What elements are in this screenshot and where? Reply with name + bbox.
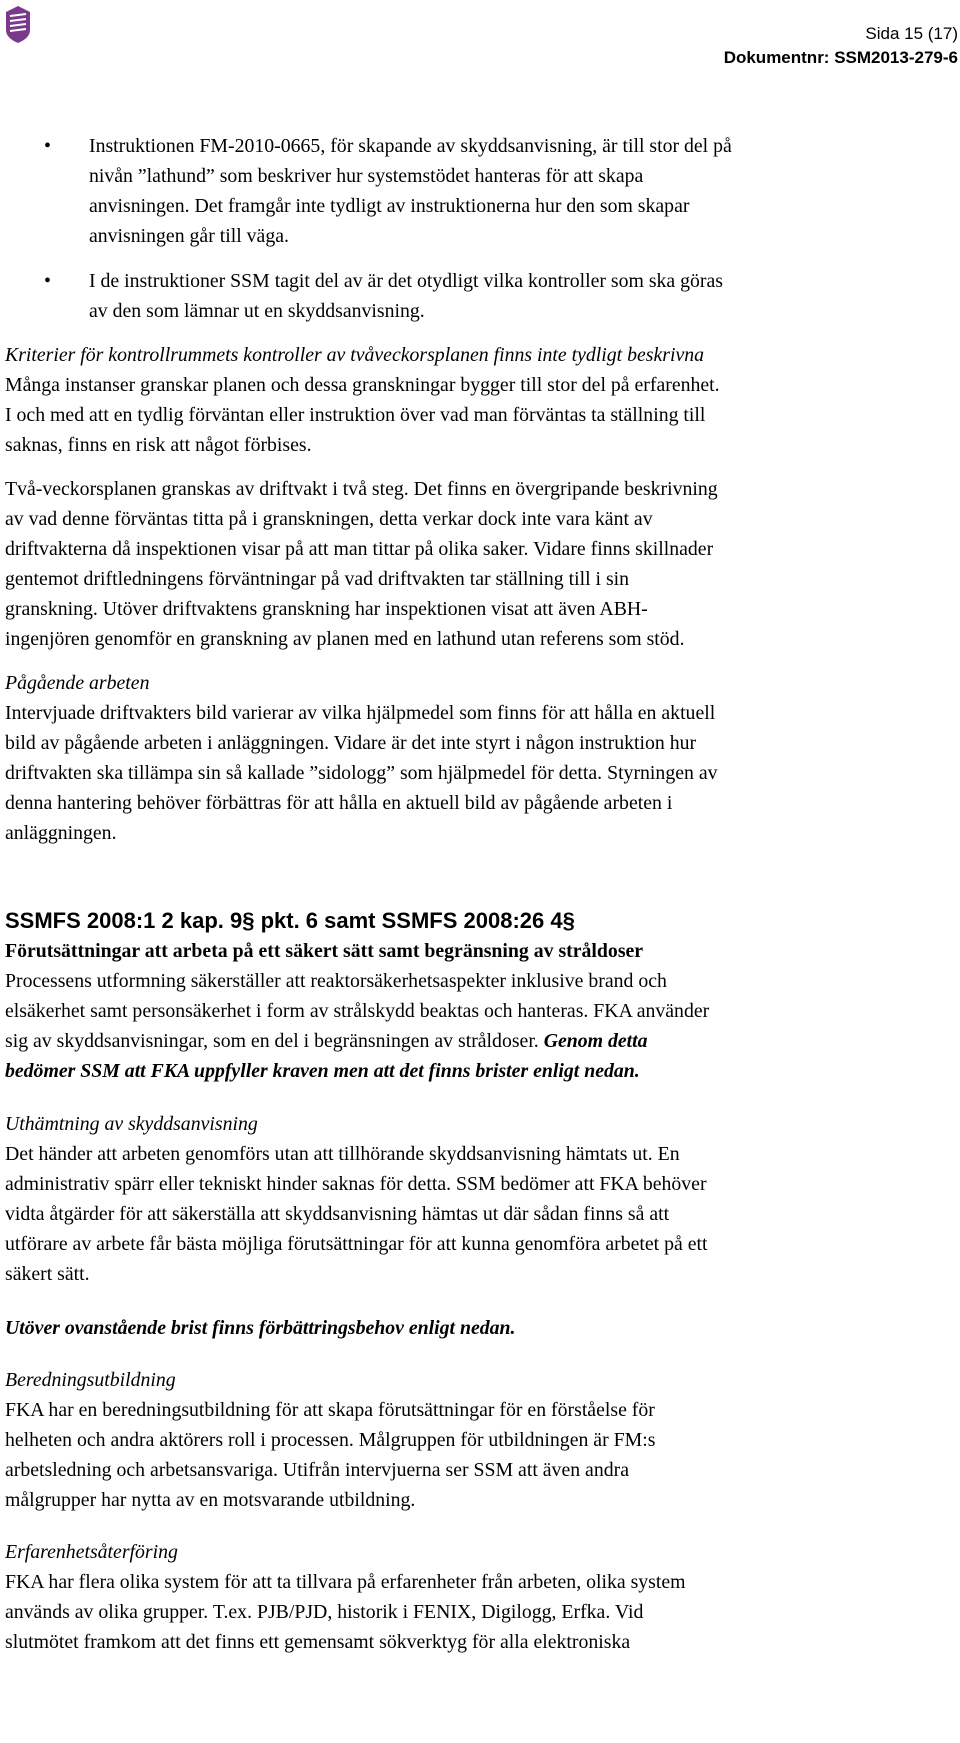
section-heading: Pågående arbeten [5, 672, 150, 694]
section-heading: Beredningsutbildning [5, 1369, 176, 1391]
section-ssmfs: Förutsättningar att arbeta på ett säkert sätt samt begränsning av stråldoser Processens utformning säkerställer att reaktorsäkerhetsaspekter inklusive brand och elsäkerhet samt personsäkerhet i form av strålskydd beaktas och hanteras. FKA använder sig av skyddsanvisningar, som en del i begränsningen av stråldoser. Genom detta bedömer SSM att FKA uppfyller kraven men att det finns brister enligt nedan. [5, 936, 955, 1086]
page-number: Sida 15 (17) [865, 24, 958, 43]
section-uthamtning: Uthämtning av skyddsanvisning Det händer att arbeten genomförs utan att tillhörande skyddsanvisning hämtats ut. En administrativ spärr eller tekniskt hinder saknas för detta. SSM bedömer att FKA behöver vidta åtgärder för att säkerställa att skyddsanvisning hämtas ut där sådan finns så att utförare av arbete får bästa möjliga förutsättningar för att kunna genomföra arbetet på ett säkert sätt. [5, 1109, 955, 1289]
section-beredning: Beredningsutbildning FKA har en beredningsutbildning för att skapa förutsättningar för en förståelse för helheten och andra aktörers roll i processen. Målgruppen för utbildningen är FM:s arbetsledning och arbetsansvariga. Utifrån intervjuerna ser SSM att även andra målgrupper har nytta av en motsvarande utbildning. [5, 1365, 955, 1515]
document-number: Dokumentnr: SSM2013-279-6 [723, 48, 958, 67]
verdict-text: Genom detta [543, 1030, 648, 1052]
bullet-list [5, 131, 955, 326]
regulation-heading: SSMFS 2008:1 2 kap. 9§ pkt. 6 samt SSMFS 2008:26 4§ [5, 908, 575, 933]
section-kriterier: Kriterier för kontrollrummets kontroller av tvåveckorsplanen finns inte tydligt beskrivna Många instanser granskar planen och dessa granskningar bygger till stor del på erfarenhet. I och med att en tydlig förväntan eller instruktion över vad man förväntas ta ställning till saknas, finns en risk att något förbises. [5, 340, 955, 460]
section-heading: Kriterier för kontrollrummets kontroller av tvåveckorsplanen finns inte tydligt beskrivna [5, 344, 705, 366]
verdict-text: bedömer SSM att FKA uppfyller kraven men att det finns brister enligt nedan. [5, 1060, 640, 1082]
improvement-note: Utöver ovanstående brist finns förbättringsbehov enligt nedan. [5, 1317, 516, 1339]
bullet-icon: • [44, 270, 51, 292]
document-body [5, 131, 955, 1657]
paragraph-tvavecko: Två-veckorsplanen granskas av driftvakt i två steg. Det finns en övergripande beskrivning av vad denne förväntas titta på i granskningen, detta verkar dock inte vara känt av driftvakterna då inspektionen visar på att man tittar på olika saker. Vidare finns skillnader gentemot driftledningens förväntningar på vad driftvakten tar ställning till i sin granskning. Utöver driftvaktens granskning har inspektionen visat att även ABH- ingenjören genomför en granskning av planen med en lathund utan referens som stöd. [5, 478, 718, 650]
section-heading: Erfarenhetsåterföring [5, 1541, 178, 1563]
section-pagaende: Pågående arbeten Intervjuade driftvakters bild varierar av vilka hjälpmedel som finns för att hålla en aktuell bild av pågående arbeten i anläggningen. Vidare är det inte styrt i någon instruktion hur driftvakten ska tillämpa sin så kallade ”sidologg” som hjälpmedel för detta. Styrningen av denna hantering behöver förbättras för att hålla en aktuell bild av pågående arbeten i anläggningen. [5, 668, 955, 848]
section-subtitle: Förutsättningar att arbeta på ett säkert sätt samt begränsning av stråldoser [5, 940, 644, 962]
section-heading: Uthämtning av skyddsanvisning [5, 1113, 258, 1135]
ssm-logo [4, 4, 32, 44]
list-item: • Instruktionen FM-2010-0665, för skapande av skyddsanvisning, är till stor del på nivån ”lathund” som beskriver hur systemstödet hanteras för att skapa anvisningen. Det framgår inte tydligt av instruktionerna hur den som skapar anvisningen går till väga. [5, 131, 955, 251]
bullet-icon: • [44, 135, 51, 157]
list-item: • I de instruktioner SSM tagit del av är det otydligt vilka kontroller som ska göras av den som lämnar ut en skyddsanvisning. [5, 266, 955, 326]
section-erfarenhet: Erfarenhetsåterföring FKA har flera olika system för att ta tillvara på erfarenheter från arbeten, olika system används av olika grupper. T.ex. PJB/PJD, historik i FENIX, Digilogg, Erfka. Vid slutmötet framkom att det finns ett gemensamt sökverktyg för alla elektroniska [5, 1537, 955, 1657]
